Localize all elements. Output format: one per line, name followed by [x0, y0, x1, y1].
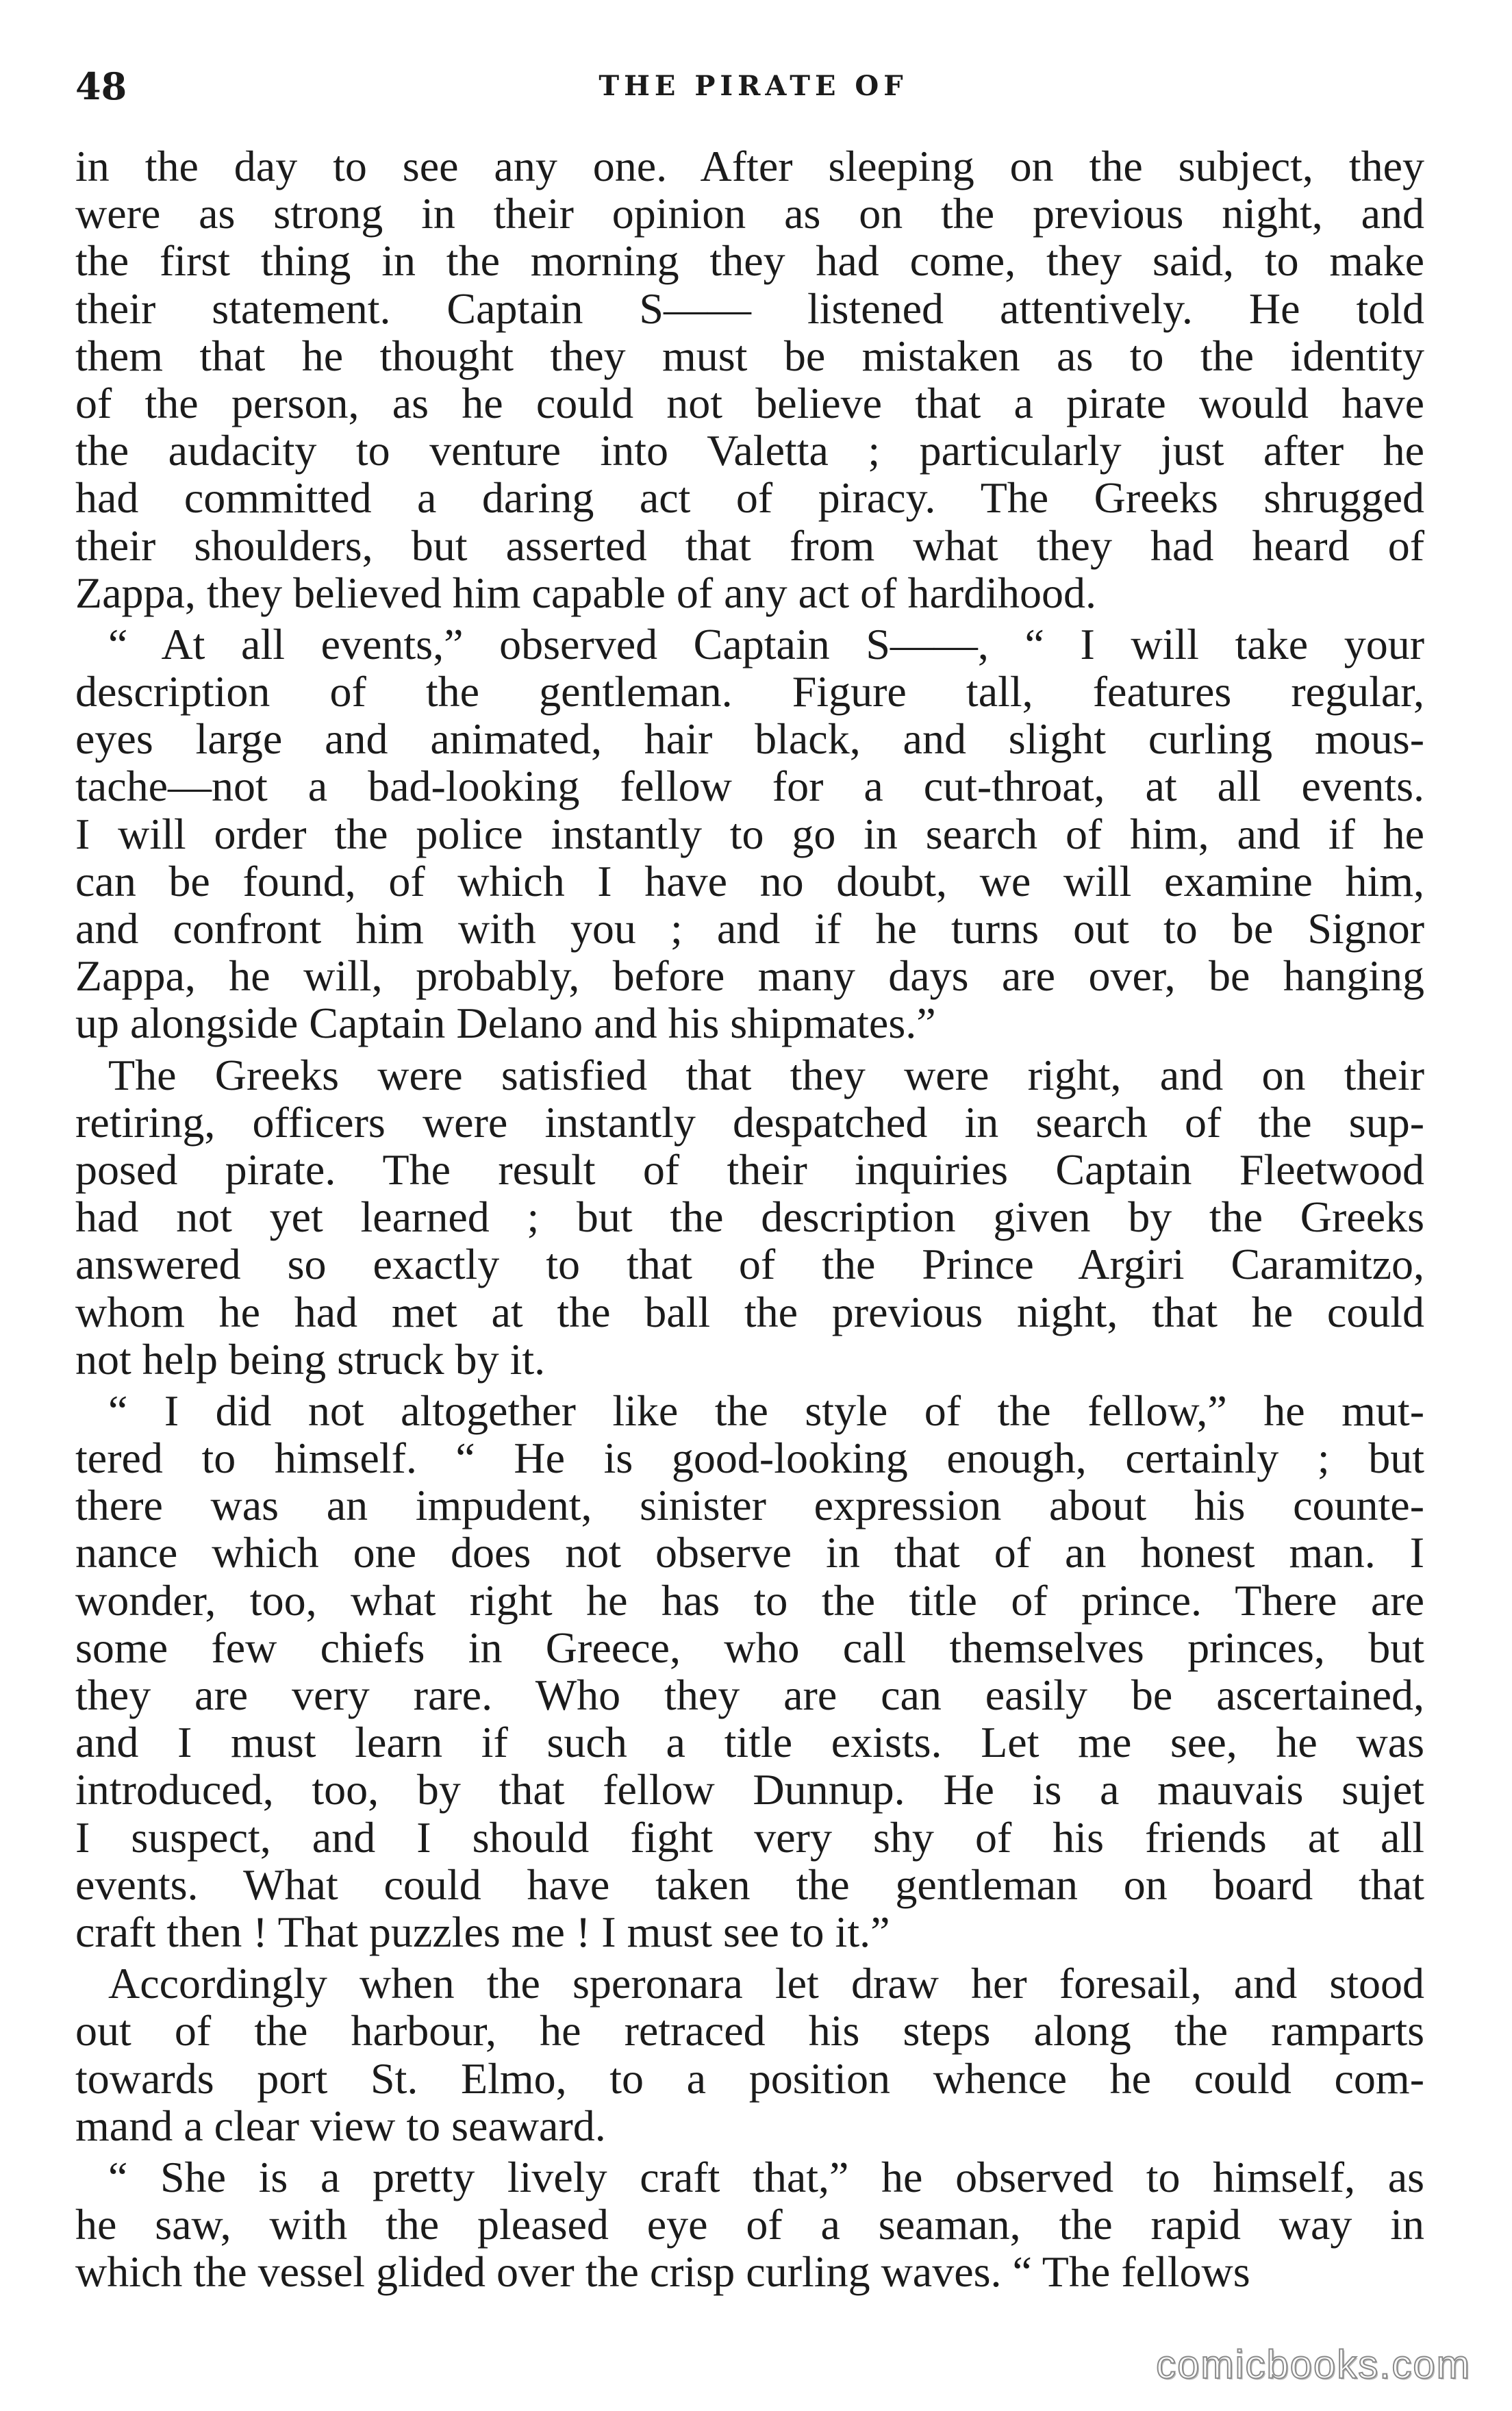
- text-line: up alongside Captain Delano and his shipmates.”: [75, 999, 936, 1048]
- text-line: had not yet learned ; but the description given by the Greeks: [75, 1192, 1424, 1242]
- text-line: craft then ! That puzzles me ! I must see to it.”: [75, 1907, 890, 1956]
- text-line: whom he had met at the ball the previous night, that he could: [75, 1287, 1424, 1336]
- text-line: nance which one does not observe in that of an honest man. I: [75, 1528, 1424, 1577]
- text-line: events. What could have taken the gentleman on board that: [75, 1860, 1424, 1909]
- text-line: “ She is a pretty lively craft that,” he observed to himself, as: [108, 2152, 1424, 2201]
- text-line: in the day to see any one. After sleeping on the subject, they: [75, 142, 1424, 190]
- text-line: the first thing in the morning they had come, they said, to make: [75, 236, 1424, 286]
- text-line: I will order the police instantly to go in search of him, and if he: [75, 809, 1424, 858]
- text-line: their statement. Captain S—— listened attentively. He told: [75, 284, 1424, 333]
- text-line: Accordingly when the speronara let draw her foresail, and stood: [108, 1959, 1424, 2008]
- text-line: I suspect, and I should fight very shy of his friends at all: [75, 1812, 1424, 1862]
- text-line: and confront him with you ; and if he turns out to be Signor: [75, 904, 1424, 953]
- text-line: answered so exactly to that of the Prince Argiri Caramitzo,: [75, 1240, 1424, 1289]
- text-line: Zappa, he will, probably, before many days are over, be hanging: [75, 951, 1424, 1001]
- paragraph: [75, 1051, 1424, 1383]
- text-line: retiring, officers were instantly despatched in search of the sup-: [75, 1097, 1424, 1147]
- text-line: there was an impudent, sinister expression about his counte-: [75, 1481, 1424, 1530]
- text-line: wonder, too, what right he has to the title of prince. There are: [75, 1575, 1424, 1625]
- text-line: The Greeks were satisfied that they were right, and on their: [108, 1050, 1424, 1099]
- text-line: “ I did not altogether like the style of the fellow,” he mut-: [108, 1386, 1424, 1435]
- text-line: tache—not a bad-looking fellow for a cut-throat, at all events.: [75, 762, 1424, 811]
- text-line: were as strong in their opinion as on the previous night, and: [75, 189, 1424, 238]
- text-line: he saw, with the pleased eye of a seaman, the rapid way in: [75, 2200, 1424, 2249]
- text-line: can be found, of which I have no doubt, we will examine him,: [75, 856, 1424, 905]
- page-number: 48: [75, 64, 127, 108]
- text-line: “ At all events,” observed Captain S——, “ I will take your: [108, 619, 1424, 669]
- text-line: and I must learn if such a title exists. Let me see, he was: [75, 1718, 1424, 1767]
- text-line: had committed a daring act of piracy. The Greeks shrugged: [75, 473, 1424, 523]
- paragraph: [75, 1960, 1424, 2149]
- text-line: description of the gentleman. Figure tall, features regular,: [75, 667, 1424, 716]
- running-head: THE PIRATE OF: [598, 70, 908, 102]
- text-line: some few chiefs in Greece, who call themselves princes, but: [75, 1623, 1424, 1672]
- text-line: eyes large and animated, hair black, and slight curling mous-: [75, 714, 1424, 764]
- text-line: their shoulders, but asserted that from what they had heard of: [75, 521, 1424, 570]
- paragraph: [75, 1387, 1424, 1956]
- text-line: out of the harbour, he retraced his steps along the ramparts: [75, 2006, 1424, 2056]
- paragraph: [75, 2153, 1424, 2296]
- text-line: Zappa, they believed him capable of any act of hardihood.: [75, 568, 1096, 617]
- text-line: not help being struck by it.: [75, 1334, 546, 1384]
- text-line: the audacity to venture into Valetta ; particularly just after he: [75, 426, 1424, 475]
- paragraph: [75, 621, 1424, 1047]
- text-line: they are very rare. Who they are can easily be ascertained,: [75, 1671, 1424, 1719]
- text-line: towards port St. Elmo, to a position whence he could com-: [75, 2053, 1424, 2103]
- text-line: of the person, as he could not believe that a pirate would have: [75, 378, 1424, 427]
- page-header: [75, 59, 1431, 114]
- body-text: [75, 142, 1424, 2299]
- text-line: which the vessel glided over the crisp curling waves. “ The fellows: [75, 2247, 1250, 2297]
- paragraph: [75, 142, 1424, 616]
- text-line: introduced, too, by that fellow Dunnup. He is a mauvais sujet: [75, 1765, 1424, 1814]
- text-line: tered to himself. “ He is good-looking enough, certainly ; but: [75, 1434, 1424, 1483]
- text-line: them that he thought they must be mistaken as to the identity: [75, 331, 1424, 380]
- text-line: mand a clear view to seaward.: [75, 2101, 606, 2150]
- text-line: posed pirate. The result of their inquiries Captain Fleetwood: [75, 1145, 1424, 1194]
- watermark-logo: comicbooks.com: [1156, 2343, 1471, 2387]
